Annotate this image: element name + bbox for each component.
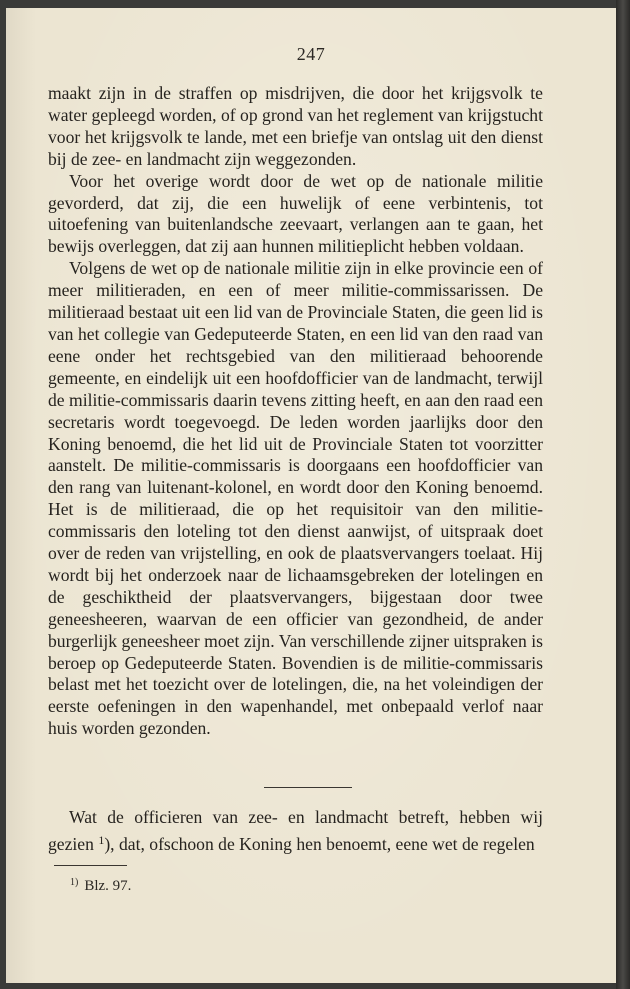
book-edge bbox=[616, 0, 630, 989]
paragraph-militia-marriage: Voor het overige wordt door de wet op de nationale militie gevorderd, dat zij, die een huwelijk of eene verbintenis, tot uitoefening van buitenlandsche zeevaart, verlangen aan te gaan, het bewijs overleggen, dat zij aan hunnen militieplicht hebben voldaan. bbox=[48, 170, 543, 257]
paragraph-officers-text-cont: ), dat, ofschoon de Koning hen benoemt, eene wet de regelen bbox=[104, 834, 535, 854]
footnote-text: Blz. 97. bbox=[84, 878, 132, 894]
body-text bbox=[48, 83, 543, 740]
footnote-divider bbox=[54, 865, 127, 866]
footnote-marker: 1) bbox=[70, 877, 79, 888]
footnote bbox=[70, 877, 131, 895]
paragraph-officers-text: Wat de officieren van zee- en landmacht betreft, hebben wij gezien bbox=[48, 807, 543, 854]
page-number: 247 bbox=[296, 44, 326, 64]
book-page bbox=[6, 8, 616, 983]
paragraph-officers bbox=[48, 806, 543, 856]
paragraph-militia-councils: Volgens de wet op de nationale militie zijn in elke provincie een of meer militieraden, en een of meer militie-commissarissen. De militieraad bestaat uit een lid van de Provinciale Staten, die geen lid is van het collegie van Gedeputeerde Staten, en een lid van den raad van eene onder het rechtsgebied van den militieraad behoorende gemeente, en eindelijk uit een hoofdofficier van de landmacht, terwijl de militie-commissaris daarin tevens zitting heeft, en aan den raad een secretaris wordt toegevoegd. De leden worden jaarlijks door den Koning benoemd, die het lid uit de Provinciale Staten tot voorzitter aanstelt. De militie-commissaris is doorgaans een hoofdofficier van den rang van luitenant-kolonel, en wordt door den Koning benoemd. Het is de militieraad, die op het requisitoir van den militie-commissaris den loteling tot den dienst aanwijst, of uitspraak doet over de reden van vrijstelling, en ook de plaatsvervangers toelaat. Hij wordt bij het onderzoek naar de lichaamsgebreken der lotelingen en de geschiktheid der plaatsvervangers, bijgestaan door twee geneesheeren, waarvan de een officier van gezondheid, de ander burgerlijk geneesheer moet zijn. Van verschillende zijner uitspraken is beroep op Gedeputeerde Staten. Bovendien is de militie-commissaris belast met het toezicht over de lotelingen, die, na het voleindigen der eerste oefeningen in den wapenhandel, met onbepaald verlof naar huis worden gezonden. bbox=[48, 258, 543, 739]
footnote-reference[interactable]: 1 bbox=[98, 833, 105, 847]
section-divider bbox=[264, 787, 352, 788]
body-text-officers bbox=[48, 806, 543, 856]
paragraph-continuation: maakt zijn in de straffen op misdrijven, die door het krijgsvolk te water gepleegd worden, of op grond van het reglement van krijgstucht voor het krijgsvolk te lande, met een briefje van ontslag uit den dienst bij de zee- en landmacht zijn weggezonden. bbox=[48, 83, 543, 169]
